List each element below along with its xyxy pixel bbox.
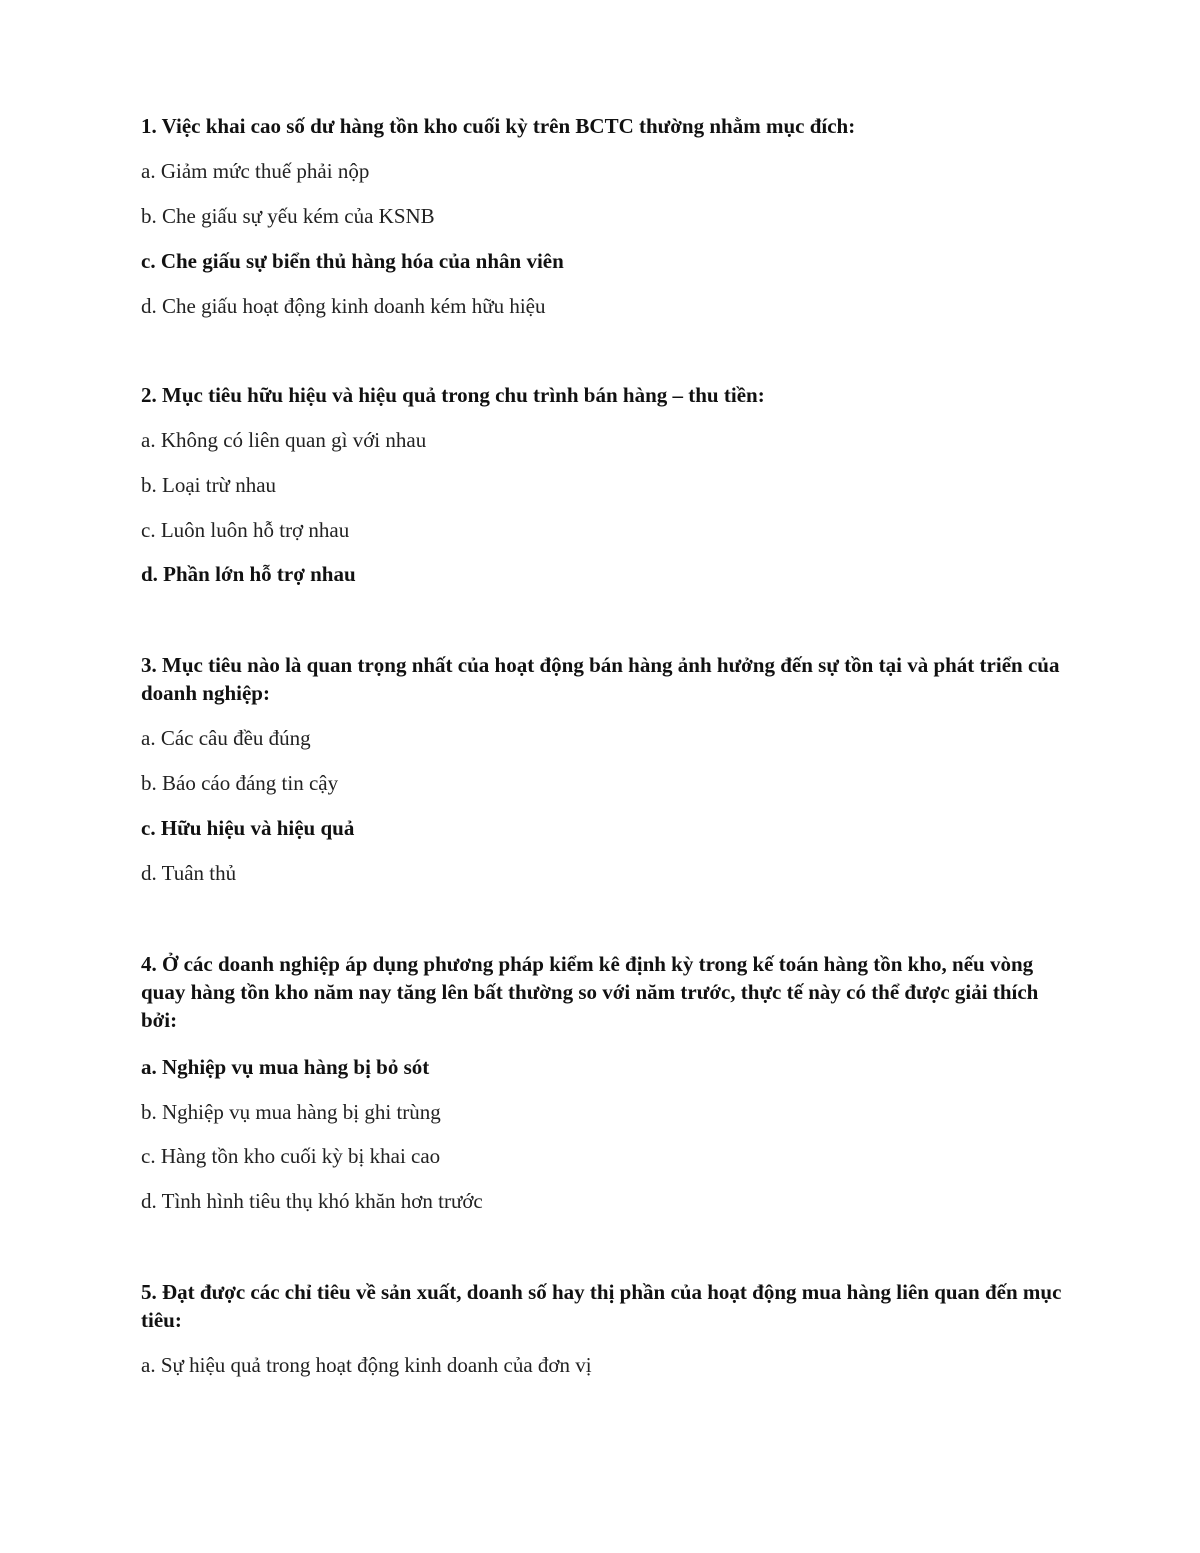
question-5-text: 5. Đạt được các chỉ tiêu về sản xuất, doanh số hay thị phần của hoạt động mua hàng liên quan đến mục tiêu: (141, 1280, 1062, 1332)
question-5-option-a: a. Sự hiệu quả trong hoạt động kinh doanh của đơn vị (141, 1353, 592, 1377)
question-3-text: 3. Mục tiêu nào là quan trọng nhất của hoạt động bán hàng ảnh hưởng đến sự tồn tại và phát triển của doanh nghiệp: (141, 653, 1060, 705)
question-1-option-a: a. Giảm mức thuế phải nộp (141, 159, 370, 183)
question-2-option-a: a. Không có liên quan gì với nhau (141, 428, 427, 452)
question-4-text: 4. Ở các doanh nghiệp áp dụng phương pháp kiểm kê định kỳ trong kế toán hàng tồn kho, nếu vòng quay hàng tồn kho năm nay tăng lên bất thường so với năm trước, thực tế này có thể được giải thích bởi: (141, 952, 1039, 1032)
question-4-option-b: b. Nghiệp vụ mua hàng bị ghi trùng (141, 1100, 441, 1124)
question-4-option-d: d. Tình hình tiêu thụ khó khăn hơn trước (141, 1189, 483, 1213)
question-1-option-b: b. Che giấu sự yếu kém của KSNB (141, 204, 435, 228)
question-2-option-d-correct: d. Phần lớn hỗ trợ nhau (141, 562, 356, 586)
question-4-option-c: c. Hàng tồn kho cuối kỳ bị khai cao (141, 1144, 441, 1168)
question-1-text: 1. Việc khai cao số dư hàng tồn kho cuối kỳ trên BCTC thường nhằm mục đích: (141, 114, 856, 138)
question-3-option-b: b. Báo cáo đáng tin cậy (141, 771, 339, 795)
question-3-option-c-correct: c. Hữu hiệu và hiệu quả (141, 816, 355, 840)
question-2-option-b: b. Loại trừ nhau (141, 473, 277, 497)
question-2-option-c: c. Luôn luôn hỗ trợ nhau (141, 518, 350, 542)
question-1-option-c-correct: c. Che giấu sự biển thủ hàng hóa của nhân viên (141, 249, 564, 273)
question-2-text: 2. Mục tiêu hữu hiệu và hiệu quả trong chu trình bán hàng – thu tiền: (141, 383, 765, 407)
question-4-option-a-correct: a. Nghiệp vụ mua hàng bị bỏ sót (141, 1055, 430, 1079)
question-3-option-d: d. Tuân thủ (141, 861, 237, 885)
question-3-option-a: a. Các câu đều đúng (141, 726, 311, 750)
question-1-option-d: d. Che giấu hoạt động kinh doanh kém hữu hiệu (141, 294, 546, 318)
